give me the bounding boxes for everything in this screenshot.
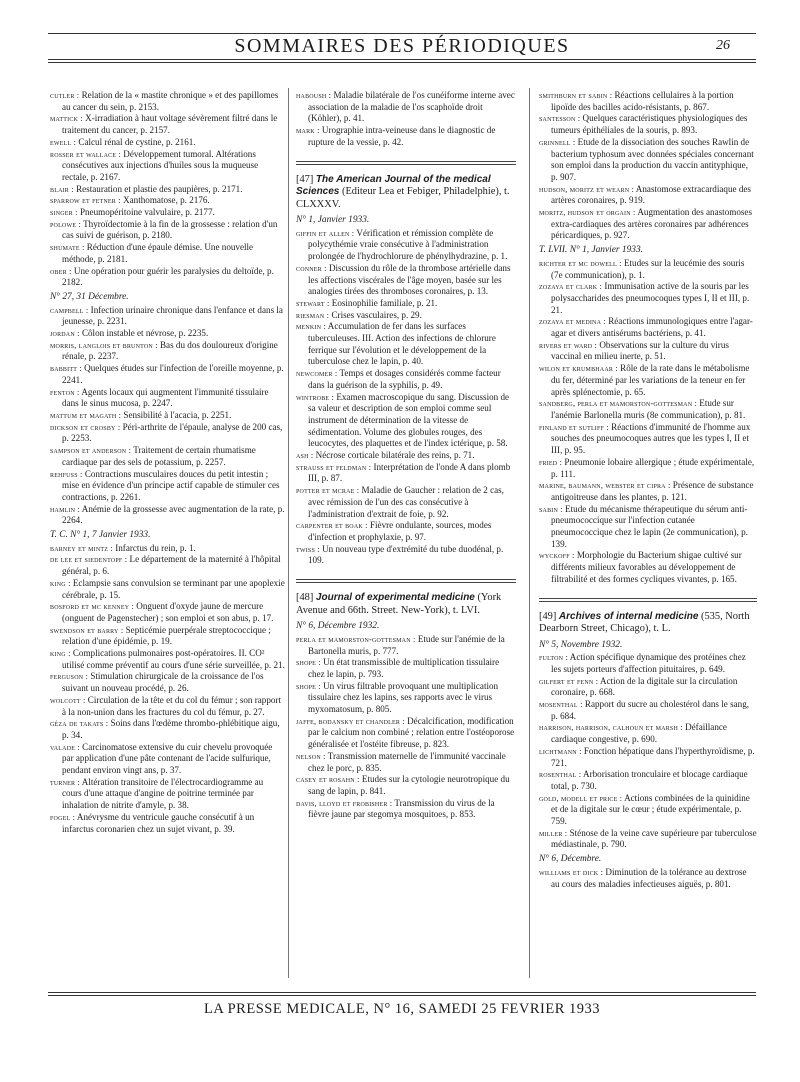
header-rule	[48, 62, 756, 63]
article-authors: miller :	[539, 828, 568, 838]
journal-number: [48]	[296, 592, 314, 604]
article-authors: riesman :	[296, 310, 330, 320]
article-authors: polowe :	[50, 219, 81, 229]
article-entry	[50, 695, 285, 718]
article-entry	[539, 398, 757, 421]
article-entry	[296, 798, 516, 821]
article-authors: richter et mc dowell :	[539, 258, 622, 268]
article-entry	[296, 321, 516, 368]
article-title: Etude du mécanisme thérapeutique du sérum anti-pneumococcique sur l'infection cutanée pneumococcique chez le lapin (2e communication), p. 139.	[551, 503, 748, 549]
article-title: Maladie de Gaucher : relation de 2 cas, avec rémission de l'un des cas consécutive à l'administration d'extrait de foie, p. 92.	[308, 485, 504, 519]
article-authors: jordan :	[50, 329, 80, 339]
article-title: Augmentation des anastomoses extra-cardiaques des artères coronaires par adhérences péricardiques, p. 927.	[551, 207, 752, 241]
article-authors: potter et mcrae :	[296, 486, 360, 496]
article-title: Bas du dos douloureux d'origine rénale, p. 2237.	[62, 339, 278, 362]
article-entry	[539, 676, 757, 699]
article-entry	[539, 722, 757, 745]
article-authors: grinnell :	[539, 137, 576, 147]
article-title: Réduction d'une épaule démise. Une nouvelle méthode, p. 2181.	[62, 242, 254, 264]
article-title: Rôle de la rate dans le métabolisme du fer, déterminé par les variations de la teneur en fer après splénectomie, p. 65.	[551, 363, 750, 397]
article-entry	[539, 652, 757, 675]
article-entry	[296, 634, 516, 657]
article-title: Eosinophilie familiale, p. 21.	[331, 297, 438, 308]
article-title: Anastomose extracardiaque des artères coronaires, p. 919.	[551, 183, 751, 206]
article-authors: wilon et krumbhaar :	[539, 364, 618, 374]
article-title: Infection urinaire chronique dans l'enfance et dans la jeunesse, p. 2231.	[62, 304, 283, 327]
article-title: Diminution de la tolérance au dextrose au cours des maladies infectieuses aiguës, p. 801.	[551, 866, 747, 889]
article-entry	[539, 457, 757, 480]
article-authors: giffin et allen :	[296, 228, 355, 238]
page-header	[48, 33, 756, 63]
article-authors: shumate :	[50, 243, 85, 253]
article-title: Relation de la « mastite chronique » et des papillomes au cancer du sein, p. 2153.	[62, 90, 279, 112]
article-title: Décalcification, modification par le calcium non combiné ; relation entre l'ostéoporose généralisée et l'ostéite fibreuse, p. 823.	[308, 715, 515, 750]
column-divider	[529, 88, 530, 978]
article-title: Fièvre ondulante, sources, modes d'infection et prophylaxie, p. 97.	[308, 520, 492, 542]
article-title: Péri-arthrite de l'épaule, analyse de 200 cas, p. 2253.	[62, 421, 283, 444]
article-entry	[539, 340, 757, 363]
article-entry	[50, 445, 285, 468]
article-entry	[50, 504, 285, 527]
issue-heading: N° 5, Novembre 1932.	[539, 639, 623, 650]
article-entry	[50, 340, 285, 363]
article-title: Infarctus du rein, p. 1.	[115, 542, 196, 553]
article-title: Arborisation tronculaire et blocage cardiaque total, p. 730.	[551, 769, 748, 791]
article-title: Côlon instable et névrose, p. 2235.	[81, 328, 209, 339]
article-entry	[296, 751, 516, 774]
article-entry	[296, 298, 516, 310]
journal-publisher: (York Avenue and 66th. Street. New-York), t. LVI.	[296, 592, 502, 616]
article-title: Défaillance cardiaque congestive, p. 690.	[551, 722, 727, 745]
article-authors: stewart :	[296, 298, 330, 308]
column-1	[50, 90, 285, 835]
article-title: Quelques caractéristiques physiologiques des tumeurs épithéliales de la souris, p. 893.	[551, 113, 748, 136]
article-authors: nelson :	[296, 751, 326, 761]
article-entry	[539, 480, 757, 503]
article-entry	[50, 137, 285, 149]
article-authors: rosser et wallace :	[50, 149, 121, 159]
article-authors: moritz, hudson et orgain :	[539, 208, 636, 218]
article-authors: newcomer :	[296, 369, 338, 379]
article-authors: zozaya et medina :	[539, 317, 606, 327]
article-entry	[539, 699, 757, 722]
article-title: Agents locaux qui augmentent l'immunité tissulaire dans le sinus mucosa, p. 2247.	[62, 386, 269, 409]
article-authors: wyckoff :	[539, 551, 575, 561]
article-authors: blair :	[50, 184, 74, 194]
article-title: Réactions cellulaires à la portion lipoïde des bacilles acido-résistants, p. 867.	[551, 90, 734, 112]
article-entry	[296, 263, 516, 298]
article-title: Restauration et plastie des paupières, p. 2171.	[76, 183, 243, 194]
page-footer	[48, 992, 756, 1022]
article-authors: strauss et feldman :	[296, 462, 372, 472]
article-entry	[539, 316, 757, 339]
article-title: Vérification et rémission complète de polycythémie vraie consécutive à l'administration prolongée de l'hydrochlorure de phénylhydrazine, p. 1.	[308, 227, 508, 262]
article-title: Altération transitoire de l'électrocardiogramme au cours d'une attaque d'angine de poitrine terminée par inhalation de nitrite d'amyle, p. 38.	[62, 776, 264, 811]
article-authors: mattick :	[50, 114, 83, 124]
article-entry	[296, 392, 516, 451]
article-entry	[50, 363, 285, 386]
article-authors: haboush :	[296, 91, 332, 100]
article-title: Urographie intra-veineuse dans le diagnostic de rupture de la vessie, p. 42.	[308, 125, 496, 147]
article-title: Nécrose corticale bilatérale des reins, p. 71.	[315, 450, 475, 461]
article-authors: perla et mamorston-gottesman :	[296, 634, 416, 644]
article-entry	[50, 648, 285, 671]
article-authors: bosford et mc kenney :	[50, 602, 135, 612]
article-authors: sparrow et fetner :	[50, 196, 121, 206]
article-title: Transmission maternelle de l'immunité vaccinale chez le porc, p. 835.	[308, 750, 506, 773]
article-authors: fried :	[539, 457, 563, 467]
article-title: Sensibilité à l'acacia, p. 2251.	[123, 409, 232, 420]
article-title: Une opération pour guérir les paralysies du deltoïde, p. 2182.	[62, 265, 274, 288]
article-authors: sampson et anderson :	[50, 446, 132, 456]
article-title: Sténose de la veine cave supérieure par tuberculose médiastinale, p. 790.	[551, 827, 757, 850]
article-entry	[539, 113, 757, 136]
article-title: Développement tumoral. Altérations consécutives aux injections d'huiles sous la muqueuse rectale, p. 2167.	[62, 148, 259, 182]
article-authors: shope :	[296, 681, 321, 691]
article-title: Etudes sur la leucémie des souris (7e communication), p. 1.	[551, 257, 745, 280]
article-entry	[296, 681, 516, 716]
article-entry	[50, 601, 285, 624]
article-title: X-irradiation à haut voltage sévèrement filtré dans le traitement du cancer, p. 2157.	[62, 113, 278, 136]
footer-rule	[48, 992, 756, 993]
article-authors: king :	[50, 578, 71, 588]
article-entry	[539, 184, 757, 207]
issue-heading: N° 6, Décembre 1932.	[296, 621, 380, 632]
section-separator	[296, 579, 516, 580]
article-entry	[50, 469, 285, 504]
article-entry	[539, 137, 757, 184]
section-separator	[539, 598, 757, 599]
article-authors: shope :	[296, 658, 321, 668]
article-title: Fonction hépatique dans l'hyperthyroïdisme, p. 721.	[551, 745, 755, 768]
article-authors: gold, modell et price :	[539, 793, 623, 803]
article-entry	[50, 195, 285, 207]
article-entry	[539, 867, 757, 890]
article-title: Calcul rénal de cystine, p. 2161.	[78, 136, 196, 147]
article-title: Thyroïdectomie à la fin de la grossesse : relation d'un cas suivi de guérison, p. 2180.	[62, 218, 278, 241]
article-title: Réactions d'immunité de l'homme aux souches des pneumocoques autres que les types I, II et III, p. 95.	[551, 421, 751, 456]
article-entry	[50, 777, 285, 812]
article-entry	[50, 422, 285, 445]
article-title: Interprétation de l'onde A dans plomb III, p. 87.	[308, 461, 511, 484]
article-title: Maladie bilatérale de l'os cunéiforme interne avec association de la maladie de l'os scaphoïde droit (Köhler), p. 41.	[308, 90, 515, 124]
article-authors: mark :	[296, 126, 320, 136]
article-entry	[50, 305, 285, 328]
article-title: Un virus filtrable provoquant une multiplication tissulaire chez les lapins, ses rapports avec le virus myxomatosum, p. 805.	[308, 680, 499, 715]
article-authors: zozaya et clark :	[539, 282, 603, 292]
article-entry	[50, 328, 285, 340]
article-entry	[50, 219, 285, 242]
article-title: Etudes sur la cytologie neurotropique du sang de lapin, p. 841.	[308, 774, 510, 796]
article-entry	[539, 550, 757, 585]
article-title: Anévrysme du ventricule gauche consécutif à un infarctus coronarien chez un sujet vivant, p. 39.	[62, 811, 255, 834]
article-title: Carcinomatose extensive du cuir chevelu provoquée par application d'une pâte contenant de l'acide sulfurique, pendant environ vingt ans, p. 37.	[62, 741, 273, 776]
article-entry	[50, 184, 285, 196]
article-authors: fenton :	[50, 387, 80, 397]
article-authors: marine, baumann, webster et cipra :	[539, 481, 671, 491]
article-entry	[296, 774, 516, 797]
article-authors: finland et sutliff :	[539, 422, 609, 432]
article-entry	[539, 90, 757, 113]
article-title: Contractions musculaires douces du petit intestin ; mise en évidence d'un principe actif capable de stimuler ces contractions, p. 2261.	[62, 468, 280, 502]
article-authors: valade :	[50, 742, 80, 752]
article-entry	[50, 543, 285, 555]
article-title: Action spécifique dynamique des protéines chez les sujets porteurs d'affection pituitaires, p. 649.	[551, 652, 746, 674]
article-authors: babbitt :	[50, 364, 82, 374]
article-title: Soins dans l'œdème thrombo-phlébitique aigu, p. 34.	[62, 718, 280, 740]
journal-heading	[539, 611, 757, 636]
issue-heading: N° 1, Janvier 1933.	[296, 215, 370, 226]
article-authors: de lee et siedentopf :	[50, 555, 128, 565]
article-entry	[50, 625, 285, 648]
article-authors: williams et dick :	[539, 867, 604, 877]
article-authors: ferguson :	[50, 672, 89, 682]
column-divider	[288, 88, 289, 978]
article-authors: santesson :	[539, 114, 581, 124]
article-entry	[296, 125, 516, 148]
journal-number: [49]	[539, 610, 557, 622]
article-title: Présence de substance antigoitreuse dans les plantes, p. 121.	[551, 480, 754, 502]
article-authors: carpenter et boak :	[296, 521, 368, 531]
article-title: Temps et dosages considérés comme facteur dans la guérison de la syphilis, p. 49.	[308, 368, 501, 390]
article-authors: cutler :	[50, 91, 80, 100]
article-authors: campbell :	[50, 305, 89, 315]
article-title: Action de la digitale sur la circulation coronaire, p. 668.	[551, 675, 738, 698]
journal-publisher: (Editeur Lea et Febiger, Philadelphie), t. CLXXXV.	[296, 186, 510, 210]
article-title: Rapport du sucre au cholestérol dans le sang, p. 684.	[551, 699, 750, 721]
article-entry	[50, 671, 285, 694]
article-entry	[296, 368, 516, 391]
article-entry	[296, 90, 516, 125]
article-entry	[50, 554, 285, 577]
article-entry	[539, 207, 757, 242]
article-entry	[50, 207, 285, 219]
article-entry	[296, 657, 516, 680]
article-authors: barney et mintz :	[50, 543, 113, 553]
article-entry	[296, 716, 516, 751]
article-authors: hudson, moritz et wearn :	[539, 184, 635, 194]
article-title: Crises vasculaires, p. 29.	[331, 309, 422, 320]
article-entry	[50, 578, 285, 601]
article-entry	[50, 113, 285, 136]
article-entry	[539, 422, 757, 457]
article-entry	[50, 149, 285, 184]
article-entry	[539, 504, 757, 551]
article-authors: mattum et magath :	[50, 410, 122, 420]
section-separator	[539, 601, 757, 602]
article-authors: ash :	[296, 451, 314, 461]
article-authors: morris, langlois et brunton :	[50, 340, 158, 350]
issue-heading: N° 27, 31 Décembre.	[50, 291, 129, 302]
article-entry	[539, 281, 757, 316]
header-rule	[48, 33, 756, 34]
article-authors: lichtmann :	[539, 746, 582, 756]
article-entry	[539, 769, 757, 792]
footer-rule	[48, 995, 756, 996]
article-title: Morphologie du Bacterium shigae cultivé sur différents milieux favorables au développement de filtrabilité et des formes cycliques vivantes, p. 165.	[551, 550, 742, 584]
article-authors: mosenthal :	[539, 700, 583, 710]
article-entry	[296, 228, 516, 263]
article-authors: rivers et ward :	[539, 340, 598, 350]
journal-number: [47]	[296, 173, 314, 185]
article-entry	[50, 718, 285, 741]
article-authors: wintrobe :	[296, 392, 335, 402]
issue-heading: T. LVII. N° 1, Janvier 1933.	[539, 245, 643, 256]
article-title: Anémie de la grossesse avec augmentation de la rate, p. 2264.	[62, 503, 285, 526]
journal-title: Journal of experimental medicine	[315, 592, 475, 604]
article-entry	[50, 410, 285, 422]
journal-title: Archives of internal medicine	[558, 610, 699, 622]
journal-publisher: (535, North Dearborn Street, Chicago), t. L.	[539, 610, 750, 635]
article-authors: smithburn et sabin :	[539, 91, 613, 100]
article-entry	[296, 520, 516, 543]
article-title: Circulation de la tête et du col du fémur ; son rapport à la non-union dans les fractures du col du fémur, p. 27.	[62, 694, 281, 717]
article-authors: hamlin :	[50, 504, 80, 514]
article-entry	[296, 310, 516, 322]
article-title: Pneumopéritoine valvulaire, p. 2177.	[79, 207, 215, 218]
article-title: Etude de la dissociation des souches Rawlin de bacterium typhosum avec données spéciales concernant son emploi dans la production du vaccin antityphique, p. 907.	[551, 136, 754, 182]
article-authors: singer :	[50, 208, 78, 218]
article-title: Un état transmissible de multiplication tissulaire chez le lapin, p. 793.	[308, 657, 500, 679]
article-title: Un nouveau type d'extrémité du tube duodénal, p. 109.	[308, 543, 504, 566]
article-entry	[50, 90, 285, 113]
section-separator	[296, 161, 516, 162]
article-entry	[296, 544, 516, 567]
article-title: Complications pulmonaires post-opératoires. II. CO² utilisé comme préventif au cours d'une série surveillée, p. 21.	[62, 648, 285, 670]
article-entry	[50, 742, 285, 777]
article-authors: conner :	[296, 263, 327, 273]
article-title: Immunisation active de la souris par les polysaccharides des pneumocoques types I, II et III, p. 21.	[551, 281, 750, 315]
article-title: Stimulation chirurgicale de la croissance de l'os suivant un nouveau procédé, p. 26.	[62, 671, 264, 694]
article-title: Etude sur l'anémie de la Bartonella muris, p. 777.	[308, 633, 505, 656]
column-2	[296, 90, 516, 821]
article-title: Onguent d'oxyde jaune de mercure (onguent de Pagenstecher) ; son emploi et son abus, p. 17.	[62, 601, 274, 623]
article-title: Réactions immunologiques entre l'agar-agar et divers antisérums bactériens, p. 41.	[551, 316, 753, 339]
article-title: Etude sur l'anémie Barlonella muris (8e communication), p. 81.	[551, 398, 746, 420]
article-entry	[296, 462, 516, 485]
journal-heading	[296, 174, 516, 212]
article-entry	[50, 387, 285, 410]
article-authors: ewell :	[50, 137, 77, 147]
article-title: Transmission du virus de la fièvre jaune par stegomya mosquitoes, p. 853.	[308, 797, 495, 820]
article-title: Discussion du rôle de la thrombose artérielle dans les affections viscérales de l'âge moyen, basée sur les analogies tirées des thromboses coronaires, p. 13.	[308, 262, 511, 297]
article-authors: wolcott :	[50, 695, 86, 705]
section-separator	[296, 164, 516, 165]
section-separator	[296, 582, 516, 583]
issue-heading: N° 6, Décembre.	[539, 854, 602, 865]
header-rule	[48, 59, 756, 60]
article-title: Xanthomatose, p. 2176.	[123, 195, 210, 206]
article-authors: turner :	[50, 777, 80, 787]
article-title: Traitement de certain rhumatisme cardiaque par des sels de potassium, p. 2257.	[62, 445, 256, 467]
article-authors: sabin :	[539, 504, 563, 514]
article-authors: rehfuss :	[50, 469, 83, 479]
article-entry	[50, 812, 285, 835]
column-3	[539, 90, 757, 890]
article-authors: sandberg, perla et mamorston-gottesman :	[539, 399, 698, 409]
article-entry	[50, 242, 285, 265]
article-authors: fulton :	[539, 653, 568, 663]
article-authors: menkin :	[296, 322, 326, 332]
article-title: Examen macroscopique du sang. Discussion de sa valeur et description de son emploi comme seul instrument de détermination de la vitesse de sédimentation. Volume des globules rouges, des leucocytes, des plaquettes et de l'index ictérique, p. 58.	[308, 391, 510, 449]
article-authors: harrison, harrison, calhoun et marsh :	[539, 723, 683, 733]
article-authors: fogel :	[50, 812, 76, 822]
article-entry	[296, 485, 516, 520]
article-title: Accumulation de fer dans les surfaces tuberculeuses. III. Action des infections de chlorure ferrique sur l'évolution et le développement de la tuberculose chez le lapin, p. 40.	[308, 321, 496, 367]
journal-title: The American Journal of the medical Sciences	[296, 173, 491, 198]
article-authors: gilfert et fenn :	[539, 676, 599, 686]
article-authors: king :	[50, 649, 71, 659]
article-authors: ober :	[50, 266, 72, 276]
issue-heading: T. C. N° 1, 7 Janvier 1933.	[50, 530, 151, 541]
article-entry	[296, 450, 516, 462]
article-entry	[539, 793, 757, 828]
article-authors: jaffe, bodansky et chandler :	[296, 716, 405, 726]
journal-heading	[296, 592, 516, 617]
article-title: Eclampsie sans convulsion se terminant par une apoplexie cérébrale, p. 15.	[62, 577, 285, 600]
article-title: Observations sur la culture du virus vaccinal en milieu inerte, p. 51.	[551, 339, 729, 362]
article-title: Actions combinées de la quinidine et de la digitale sur le cœur ; étude expérimentale, p. 759.	[551, 792, 750, 827]
article-entry	[539, 828, 757, 851]
article-authors: rosenthal :	[539, 770, 582, 780]
article-authors: géza de takats :	[50, 719, 109, 729]
article-entry	[539, 746, 757, 769]
article-authors: twiss :	[296, 544, 320, 554]
article-entry	[539, 363, 757, 398]
footer-text: LA PRESSE MEDICALE, N° 16, SAMEDI 25 FEVRIER 1933	[203, 1001, 601, 1017]
article-authors: dickson et crosby :	[50, 422, 121, 432]
article-authors: swendson et barry :	[50, 625, 124, 635]
article-entry	[50, 266, 285, 289]
article-title: Quelques études sur l'infection de l'oreille moyenne, p. 2241.	[62, 363, 284, 385]
article-title: Pneumonie lobaire allergique ; étude expérimentale, p. 111.	[551, 456, 755, 479]
article-authors: casey et rosahn :	[296, 775, 360, 785]
page-title: SOMMAIRES DES PÉRIODIQUES	[234, 35, 570, 57]
page-number: 26	[716, 38, 730, 53]
article-authors: davis, lloyd et frobisher :	[296, 798, 393, 808]
article-title: Le département de la maternité à l'hôpital général, p. 6.	[62, 554, 281, 577]
article-entry	[539, 258, 757, 281]
article-title: Septicémie puerpérale streptococcique ; relation d'une épidémie, p. 19.	[62, 624, 271, 647]
